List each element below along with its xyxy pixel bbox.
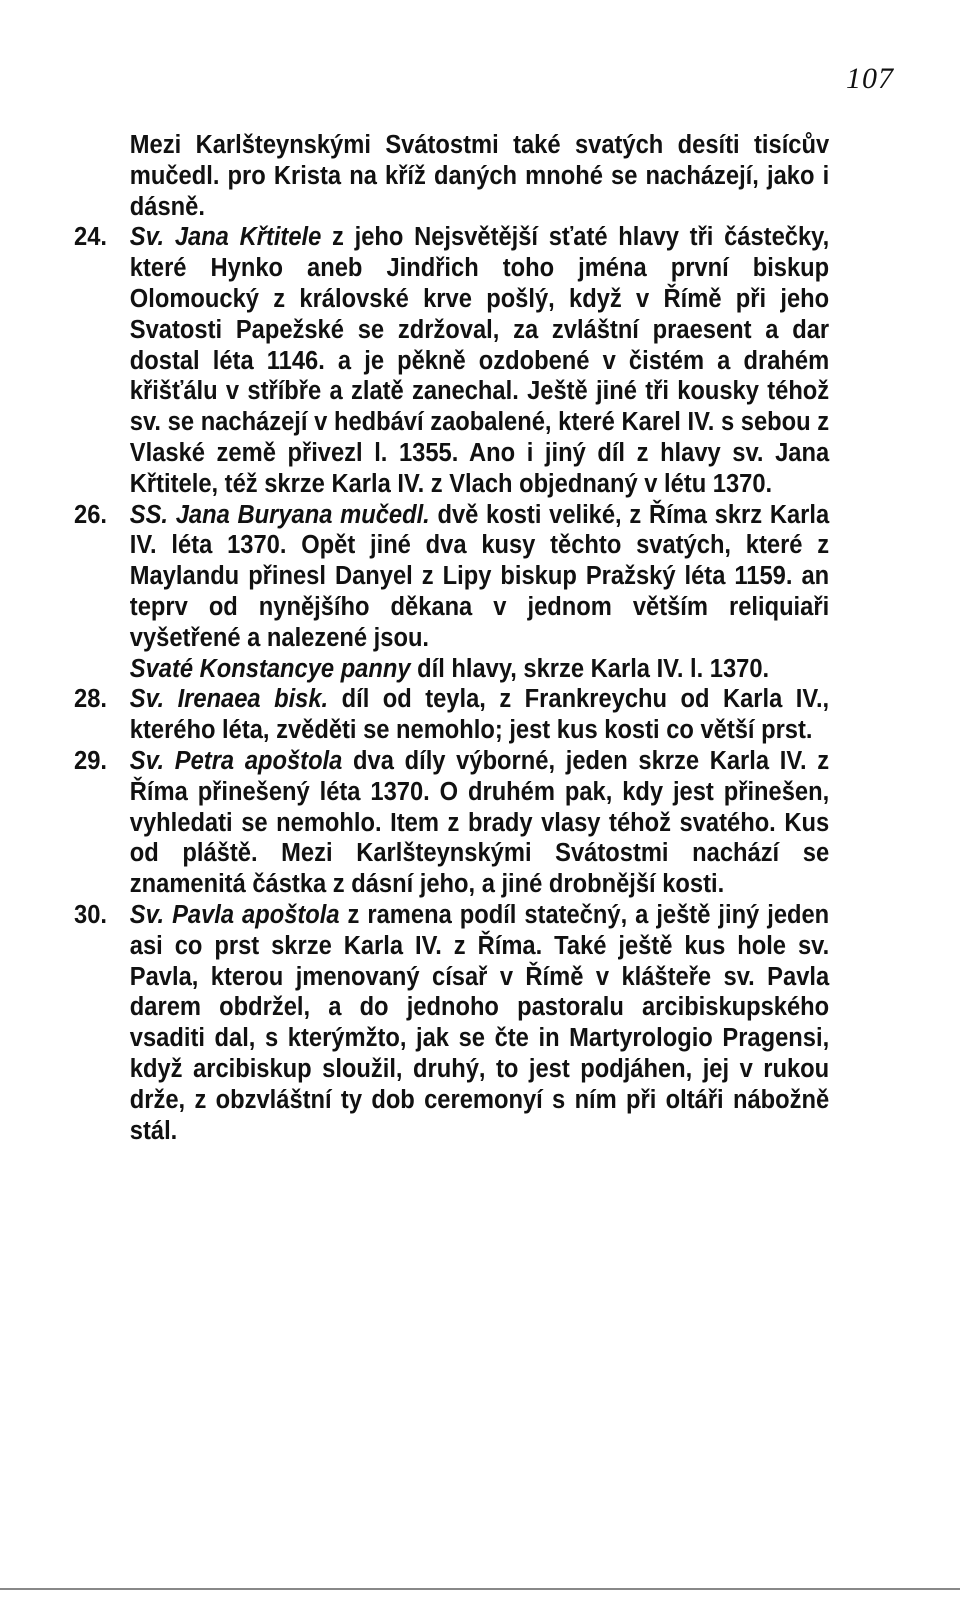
saint-name: Sv. Pavla apoštola: [129, 900, 340, 929]
paragraph-text: z ramena podíl statečný, a ještě jiný jeden asi co prst skrze Karla IV. z Říma. Také ještě kus hole sv. Pavla, kterou jmenovaný císař v Římě v klášteře sv. Pavla darem obdržel, a do jednoho pastoralu arcibiskupského vsaditi dal, s kterýmžto, jak se čte in Martyrologio Pragensi, když arcibiskup sloužil, druhý, to jest podjáhen, jej v rukou drže, z obzvláštní ty dob ceremonyí s ním při oltáři nábožně stál.: [129, 900, 830, 1145]
paragraph: [74, 746, 829, 900]
paragraph-text: z jeho Nejsvětější sťaté hlavy tři částečky, které Hynko aneb Jindřich toho jména první biskup Olomoucký z královské krve pošlý, když v Římě při jeho Svatosti Papežské se zdržoval, za zvláštní praesent a dar dostal léta 1146. a je pěkně ozdobené v čistém a drahém křišťálu v stříbře a zlatě zanechal. Ještě jiné tři kousky téhož sv. se nacházejí v hedbáví zaobalené, které Karel IV. s sebou z Vlaské země přivezl l. 1355. Ano i jiný díl z hlavy sv. Jana Křtitele, též skrze Karla IV. z Vlach objednaný v létu 1370.: [129, 223, 830, 498]
entry-number: 26.: [74, 500, 107, 529]
saint-name: Svaté Konstancye panny: [129, 654, 411, 683]
paragraph-text: dvě kosti veliké, z Říma skrz Karla IV. léta 1370. Opět jiné dva kusy těchto svatých, které z Maylandu přinesl Danyel z Lipy biskup Pražský léta 1159. an teprv od nynějšího děkana v jednom větším reliquiaři vyšetřené a nalezené jsou.: [129, 500, 830, 652]
paragraph: [74, 654, 829, 685]
document-body: [74, 130, 829, 1146]
entry-number: 24.: [74, 223, 107, 252]
paragraph: [74, 500, 829, 654]
saint-name: Sv. Petra apoštola: [129, 746, 343, 775]
entry-number: 30.: [74, 900, 107, 929]
paragraph-text: Mezi Karlšteynskými Svátostmi také svatých desíti tisícův mučedl. pro Krista na kříž daných mnohé se nacházejí, jako i dásně.: [129, 131, 830, 221]
paragraph: [74, 130, 829, 222]
paragraph: [74, 222, 829, 499]
paragraph-text: díl od teyla, z Frankreychu od Karla IV., kterého léta, zvěděti se nemohlo; jest kus kosti co větší prst.: [129, 685, 830, 745]
entry-number: 28.: [74, 685, 107, 714]
page-number: 107: [846, 62, 894, 95]
paragraph-text: díl hlavy, skrze Karla IV. l. 1370.: [410, 654, 770, 683]
paragraph: [74, 900, 829, 1146]
page-edge-rule: [0, 1588, 960, 1590]
paragraph: [74, 684, 829, 746]
saint-name: Sv. Irenaea bisk.: [129, 685, 329, 714]
saint-name: Sv. Jana Křtitele: [129, 223, 322, 252]
saint-name: SS. Jana Buryana mučedl.: [129, 500, 430, 529]
entry-number: 29.: [74, 746, 107, 775]
paragraph-text: dva díly výborné, jeden skrze Karla IV. z Říma přinešený léta 1370. O druhém pak, kdy jest přinešen, vyhledati se nemohlo. Item z brady vlasy téhož svatého. Kus od pláště. Mezi Karlšteynskými Svátostmi nachází se znamenitá částka z dásní jeho, a jiné drobnější kosti.: [129, 746, 830, 899]
